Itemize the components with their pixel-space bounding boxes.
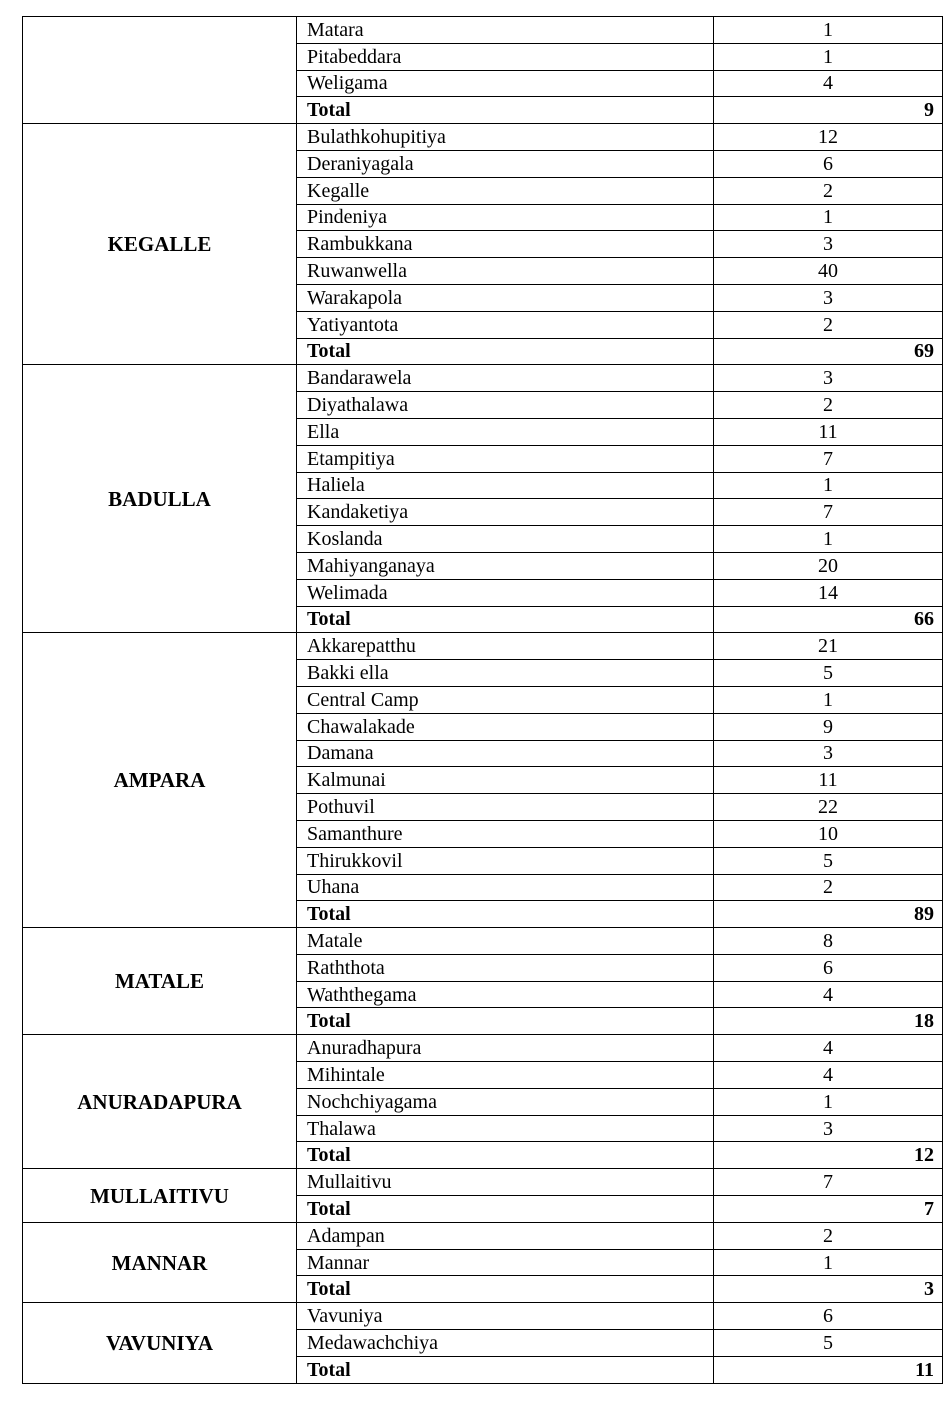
place-name: Central Camp (297, 686, 714, 713)
place-count: 3 (714, 1115, 943, 1142)
place-count: 3 (714, 365, 943, 392)
place-name: Thirukkovil (297, 847, 714, 874)
place-name: Mahiyanganaya (297, 552, 714, 579)
place-count: 7 (714, 445, 943, 472)
total-value: 7 (714, 1196, 943, 1223)
place-name: Raththota (297, 954, 714, 981)
total-value: 18 (714, 1008, 943, 1035)
place-name: Etampitiya (297, 445, 714, 472)
place-count: 4 (714, 981, 943, 1008)
place-count: 2 (714, 1222, 943, 1249)
place-count: 4 (714, 1062, 943, 1089)
table-row (23, 928, 943, 955)
place-name: Adampan (297, 1222, 714, 1249)
place-name: Kegalle (297, 177, 714, 204)
place-count: 12 (714, 124, 943, 151)
place-count: 10 (714, 820, 943, 847)
total-value: 66 (714, 606, 943, 633)
place-name: Bulathkohupitiya (297, 124, 714, 151)
place-name: Pindeniya (297, 204, 714, 231)
place-count: 21 (714, 633, 943, 660)
place-count: 11 (714, 767, 943, 794)
place-name: Chawalakade (297, 713, 714, 740)
place-name: Deraniyagala (297, 150, 714, 177)
place-count: 1 (714, 1088, 943, 1115)
place-name: Warakapola (297, 284, 714, 311)
place-count: 1 (714, 204, 943, 231)
place-name: Pitabeddara (297, 43, 714, 70)
place-count: 1 (714, 686, 943, 713)
place-name: Damana (297, 740, 714, 767)
total-value: 11 (714, 1356, 943, 1383)
place-count: 2 (714, 311, 943, 338)
total-value: 69 (714, 338, 943, 365)
table-row (23, 17, 943, 44)
table-row (23, 633, 943, 660)
place-count: 5 (714, 660, 943, 687)
total-label: Total (297, 1356, 714, 1383)
total-value: 3 (714, 1276, 943, 1303)
total-label: Total (297, 901, 714, 928)
table-row (23, 1303, 943, 1330)
place-name: Kandaketiya (297, 499, 714, 526)
place-count: 3 (714, 740, 943, 767)
place-name: Koslanda (297, 526, 714, 553)
place-count: 3 (714, 231, 943, 258)
place-count: 14 (714, 579, 943, 606)
place-name: Weligama (297, 70, 714, 97)
place-name: Kalmunai (297, 767, 714, 794)
place-count: 22 (714, 794, 943, 821)
place-name: Waththegama (297, 981, 714, 1008)
place-name: Anuradhapura (297, 1035, 714, 1062)
place-count: 1 (714, 43, 943, 70)
total-label: Total (297, 97, 714, 124)
place-name: Welimada (297, 579, 714, 606)
place-name: Vavuniya (297, 1303, 714, 1330)
district-name: MULLAITIVU (23, 1169, 297, 1223)
place-count: 1 (714, 17, 943, 44)
place-name: Uhana (297, 874, 714, 901)
place-count: 2 (714, 874, 943, 901)
place-count: 11 (714, 418, 943, 445)
place-name: Ella (297, 418, 714, 445)
place-name: Matara (297, 17, 714, 44)
place-count: 4 (714, 1035, 943, 1062)
place-count: 1 (714, 1249, 943, 1276)
table-row (23, 124, 943, 151)
district-name: VAVUNIYA (23, 1303, 297, 1383)
place-name: Haliela (297, 472, 714, 499)
table-body (23, 17, 943, 1384)
total-label: Total (297, 606, 714, 633)
total-value: 9 (714, 97, 943, 124)
district-name (23, 17, 297, 124)
place-count: 5 (714, 1330, 943, 1357)
place-count: 7 (714, 1169, 943, 1196)
place-name: Bandarawela (297, 365, 714, 392)
district-count-table (22, 16, 943, 1384)
place-name: Mullaitivu (297, 1169, 714, 1196)
table-row (23, 1035, 943, 1062)
place-count: 9 (714, 713, 943, 740)
place-count: 8 (714, 928, 943, 955)
place-name: Pothuvil (297, 794, 714, 821)
total-label: Total (297, 1276, 714, 1303)
table-row (23, 365, 943, 392)
place-count: 6 (714, 954, 943, 981)
place-name: Rambukkana (297, 231, 714, 258)
place-name: Akkarepatthu (297, 633, 714, 660)
place-name: Yatiyantota (297, 311, 714, 338)
district-name: MANNAR (23, 1222, 297, 1302)
place-count: 5 (714, 847, 943, 874)
place-count: 6 (714, 1303, 943, 1330)
place-count: 2 (714, 177, 943, 204)
total-label: Total (297, 1142, 714, 1169)
table-row (23, 1169, 943, 1196)
place-name: Diyathalawa (297, 392, 714, 419)
place-count: 1 (714, 526, 943, 553)
total-value: 89 (714, 901, 943, 928)
district-name: AMPARA (23, 633, 297, 928)
place-name: Matale (297, 928, 714, 955)
place-name: Samanthure (297, 820, 714, 847)
place-name: Mihintale (297, 1062, 714, 1089)
place-name: Mannar (297, 1249, 714, 1276)
total-label: Total (297, 1196, 714, 1223)
place-count: 20 (714, 552, 943, 579)
place-count: 40 (714, 258, 943, 285)
district-name: ANURADAPURA (23, 1035, 297, 1169)
place-name: Nochchiyagama (297, 1088, 714, 1115)
total-value: 12 (714, 1142, 943, 1169)
district-name: BADULLA (23, 365, 297, 633)
total-label: Total (297, 338, 714, 365)
place-count: 7 (714, 499, 943, 526)
place-count: 2 (714, 392, 943, 419)
place-name: Ruwanwella (297, 258, 714, 285)
place-name: Thalawa (297, 1115, 714, 1142)
place-count: 3 (714, 284, 943, 311)
place-name: Bakki ella (297, 660, 714, 687)
place-count: 4 (714, 70, 943, 97)
place-name: Medawachchiya (297, 1330, 714, 1357)
place-count: 1 (714, 472, 943, 499)
district-name: KEGALLE (23, 124, 297, 365)
table-row (23, 1222, 943, 1249)
district-name: MATALE (23, 928, 297, 1035)
place-count: 6 (714, 150, 943, 177)
total-label: Total (297, 1008, 714, 1035)
